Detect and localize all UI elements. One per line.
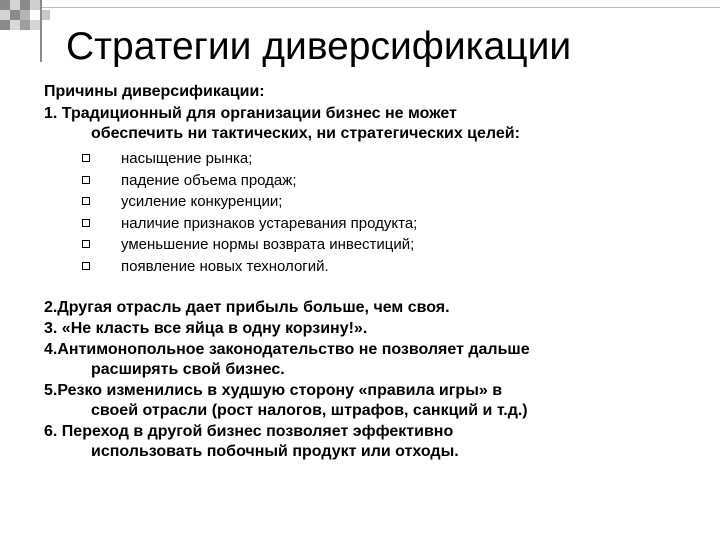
slide-title: Стратегии диверсификации [66, 25, 572, 68]
reason-6-line-2: использовать побочный продукт или отходы. [91, 443, 459, 460]
reason-5-line-2: своей отрасли (рост налогов, штрафов, санкций и т.д.) [91, 402, 528, 419]
top-divider-line [6, 7, 720, 8]
reason-4-line-1: 4.Антимонопольное законодательство не позволяет дальше [44, 341, 530, 358]
reason-6 [44, 422, 684, 462]
reason-2: 2.Другая отрасль дает прибыль больше, чем своя. [44, 299, 450, 316]
reason-4-line-2: расширять свой бизнес. [91, 361, 285, 378]
slide-body [44, 83, 684, 462]
reason-4 [44, 340, 684, 380]
list-item: насыщение рынка; [44, 148, 684, 170]
subheading: Причины диверсификации: [44, 83, 265, 100]
square-bullet-icon [82, 176, 90, 184]
vertical-accent-line [40, 0, 42, 62]
reason-3: 3. «Не класть все яйца в одну корзину!». [44, 320, 368, 337]
square-bullet-icon [82, 197, 90, 205]
corner-decoration [0, 0, 60, 40]
reason-5 [44, 381, 684, 421]
reason-5-line-1: 5.Резко изменились в худшую сторону «правила игры» в [44, 382, 503, 399]
square-bullet-icon [82, 240, 90, 248]
list-item: уменьшение нормы возврата инвестиций; [44, 234, 684, 256]
reason-6-line-1: 6. Переход в другой бизнес позволяет эффективно [44, 423, 454, 440]
reason-1-line-1: 1. Традиционный для организации бизнес не может [44, 105, 457, 122]
list-item: падение объема продаж; [44, 170, 684, 192]
list-item: наличие признаков устаревания продукта; [44, 213, 684, 235]
list-item: усиление конкуренции; [44, 191, 684, 213]
list-item: появление новых технологий. [44, 256, 684, 278]
square-bullet-icon [82, 219, 90, 227]
reason-1-line-2: обеспечить ни тактических, ни стратегических целей: [91, 125, 520, 142]
square-bullet-icon [82, 154, 90, 162]
reason-1 [44, 104, 684, 144]
bullet-list [44, 148, 684, 277]
square-bullet-icon [82, 262, 90, 270]
